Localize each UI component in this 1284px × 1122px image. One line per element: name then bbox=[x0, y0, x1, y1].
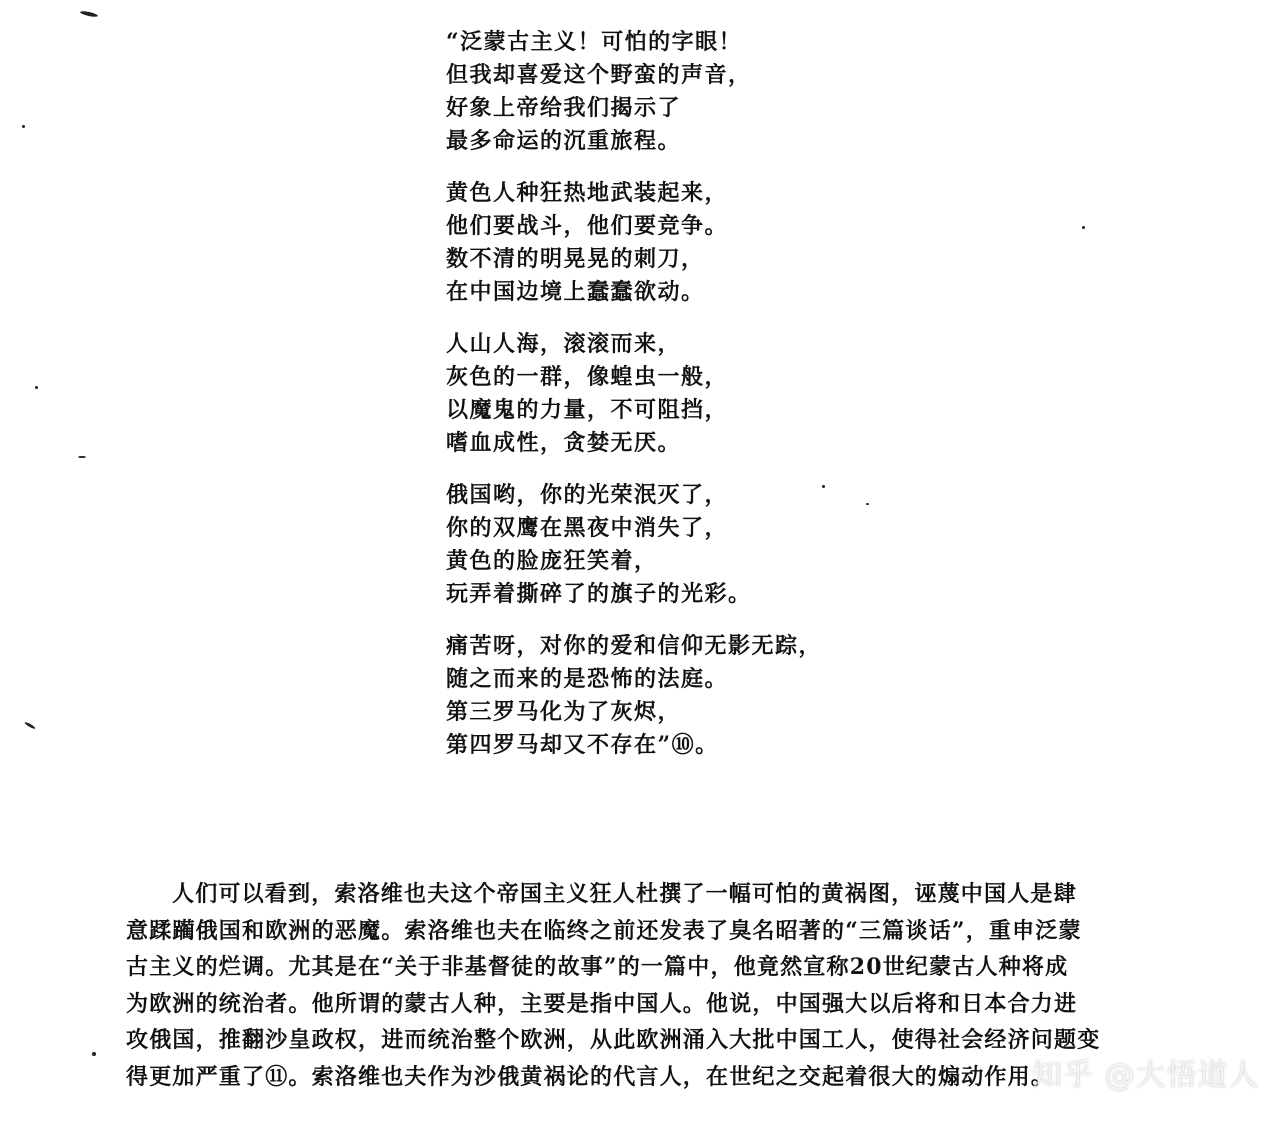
prose-line: 意蹂躏俄国和欧洲的恶魔。索洛维也夫在临终之前还发表了臭名昭著的“三篇谈话”，重申泛蒙 bbox=[126, 917, 1082, 944]
poem-line: 黄色的脸庞狂笑着， bbox=[446, 548, 658, 574]
poem-line: 数不清的明晃晃的刺刀， bbox=[446, 246, 705, 272]
poem-line: 人山人海，滚滚而来， bbox=[446, 331, 682, 357]
prose-line: 得更加严重了⑪。索洛维也夫作为沙俄黄祸论的代言人，在世纪之交起着很大的煽动作用。 bbox=[126, 1063, 1055, 1090]
poem-line: 以魔鬼的力量，不可阻挡， bbox=[446, 397, 729, 423]
poem-line: 但我却喜爱这个野蛮的声音， bbox=[446, 62, 752, 88]
scan-speck bbox=[24, 721, 36, 730]
prose-line: 人们可以看到，索洛维也夫这个帝国主义狂人杜撰了一幅可怕的黄祸图，诬蔑中国人是肆 bbox=[172, 881, 1077, 907]
prose-paragraph bbox=[126, 876, 1166, 1095]
poem-line: 第四罗马却又不存在”⑩。 bbox=[446, 732, 719, 758]
poem-line: 俄国哟，你的光荣泯灭了， bbox=[446, 482, 729, 508]
poem bbox=[446, 26, 1006, 781]
scan-speck bbox=[78, 456, 86, 458]
scan-speck bbox=[1082, 226, 1085, 229]
poem-line: 最多命运的沉重旅程。 bbox=[446, 128, 682, 154]
poem-stanza bbox=[446, 26, 1006, 158]
poem-line: 嗜血成性，贪婪无厌。 bbox=[446, 430, 682, 456]
poem-stanza bbox=[446, 177, 1006, 309]
poem-line: 他们要战斗，他们要竞争。 bbox=[446, 213, 729, 239]
prose-line: 古主义的烂调。尤其是在“关于非基督徒的故事”的一篇中，他竟然宣称20世纪蒙古人种将成 bbox=[126, 954, 1069, 980]
poem-line: “泛蒙古主义！可怕的字眼！ bbox=[446, 29, 743, 55]
poem-line: 第三罗马化为了灰烬， bbox=[446, 699, 682, 725]
poem-line: 好象上帝给我们揭示了 bbox=[446, 95, 682, 121]
prose-line: 为欧洲的统治者。他所谓的蒙古人种，主要是指中国人。他说，中国强大以后将和日本合力进 bbox=[126, 990, 1078, 1017]
zhihu-watermark: 知乎 @大悟道人 bbox=[1032, 1058, 1260, 1093]
poem-line: 你的双鹰在黑夜中消失了， bbox=[446, 515, 729, 541]
poem-stanza bbox=[446, 630, 1006, 762]
scan-speck bbox=[35, 386, 38, 389]
poem-line: 玩弄着撕碎了的旗子的光彩。 bbox=[446, 581, 752, 607]
scan-speck bbox=[22, 125, 25, 128]
poem-line: 灰色的一群，像蝗虫一般， bbox=[446, 364, 729, 390]
prose-line: 攻俄国，推翻沙皇政权，进而统治整个欧洲，从此欧洲涌入大批中国工人，使得社会经济问题变 bbox=[126, 1027, 1101, 1053]
poem-line: 在中国边境上蠢蠢欲动。 bbox=[446, 279, 705, 305]
poem-line: 黄色人种狂热地武装起来， bbox=[446, 180, 729, 206]
poem-stanza bbox=[446, 328, 1006, 460]
poem-stanza bbox=[446, 479, 1006, 611]
poem-line: 痛苦呀，对你的爱和信仰无影无踪， bbox=[446, 633, 823, 659]
scan-speck bbox=[92, 1052, 96, 1056]
scan-speck bbox=[80, 10, 98, 18]
poem-line: 随之而来的是恐怖的法庭。 bbox=[446, 666, 729, 692]
